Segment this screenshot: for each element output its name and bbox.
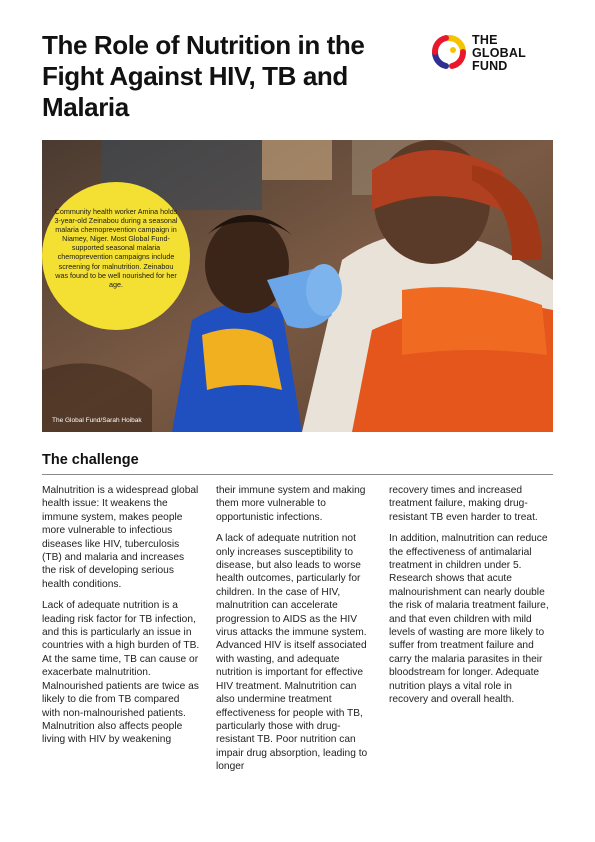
- global-fund-logo: [428, 32, 553, 74]
- logo-line-1: THE: [472, 33, 498, 47]
- body-column-2: [216, 484, 376, 774]
- logo-line-3: FUND: [472, 59, 508, 73]
- body-paragraph: recovery times and increased treatment failure, making drug-resistant TB even harder to treat.: [389, 485, 538, 523]
- body-paragraph: Research shows that acute malnourishment can nearly double the risk of malaria treatment failure, and that even children with mild levels of wasting are more likely to suffer from treatment failure and carry the malaria parasites in their bloodstream for longer. Adequate nutrition plays a vital role in recovery and overall health.: [389, 573, 549, 706]
- body-paragraph: Lack of adequate nutrition is a leading risk factor for TB infection, and this is particularly an issue in countries with a high burden of TB. At the same time, TB can cause or exacerbate malnutrition. Malnourished patients are twice as likely to die from TB compared with non-malnourished patients. Malnutrition also affects people living with HIV by weakening: [42, 600, 200, 746]
- body-paragraph: their immune system and making them more vulnerable to opportunistic infections.: [216, 485, 366, 523]
- body-column-3: [389, 484, 549, 707]
- page-title: The Role of Nutrition in the Fight Against HIV, TB and Malaria: [42, 30, 365, 122]
- body-column-1: [42, 484, 200, 747]
- section-divider: [42, 474, 553, 475]
- body-paragraph: A lack of adequate nutrition not only increases susceptibility to disease, but also leads to worse health outcomes, particularly for children. In the case of HIV, malnutrition can accelerate progression to AIDS as the HIV virus attacks the immune system. Advanced HIV is itself associated with wasting, and adequate nutrition is important for effective HIV treatment. Malnutrition can also undermine treatment effectiveness for people with TB, particularly those with drug-resistant TB. Poor nutrition can impair drug absorption, leading to longer: [216, 533, 368, 773]
- section-heading: The challenge: [42, 452, 139, 468]
- photo-caption: Community health worker Amina holds 3-year-old Zeinabou during a seasonal malaria chemoprevention campaign in Niamey, Niger. Most Global Fund-supported seasonal malaria chemoprevention campaigns include screening for malnutrition. Zeinabou was found to be well nourished for her age.: [54, 207, 178, 289]
- body-paragraph: Malnutrition is a widespread global health issue: It weakens the immune system, makes people more vulnerable to infectious diseases like HIV, tuberculosis (TB) and malaria and increases the risk of developing serious health conditions.: [42, 485, 199, 590]
- logo-line-2: GLOBAL: [472, 46, 526, 60]
- global-fund-logo-icon: [428, 32, 470, 74]
- photo-credit: The Global Fund/Sarah Hoibak: [52, 417, 142, 424]
- body-paragraph: In addition, malnutrition can reduce the effectiveness of antimalarial treatment in children under 5.: [389, 533, 548, 572]
